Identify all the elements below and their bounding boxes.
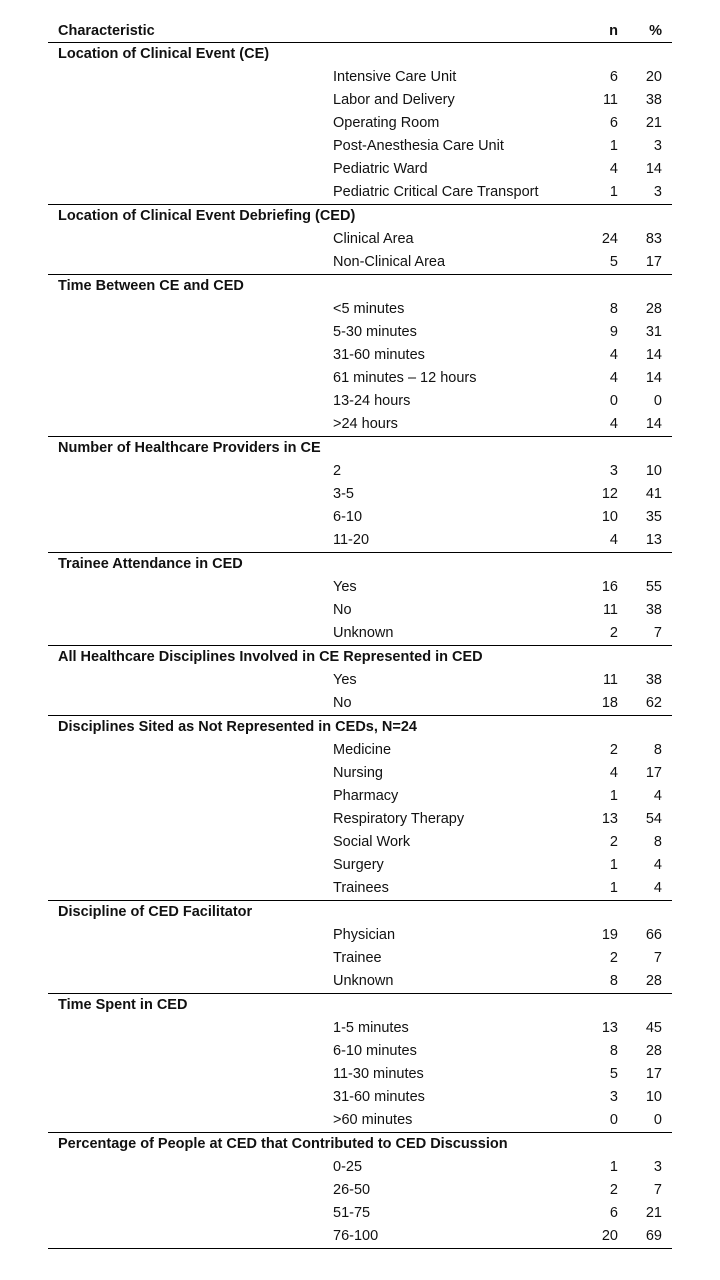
row-count: 8 — [609, 973, 618, 989]
row-label: 76-100 — [333, 1228, 379, 1244]
row-count: 10 — [601, 509, 618, 525]
row-count: 3 — [609, 1089, 618, 1105]
row-count: 0 — [609, 1112, 618, 1128]
row-count: 4 — [609, 765, 618, 781]
row-count: 11 — [602, 602, 618, 618]
row-label: 1-5 minutes — [333, 1020, 409, 1036]
row-label: Trainee — [333, 950, 382, 966]
row-percent: 41 — [645, 486, 662, 502]
row-count: 4 — [609, 416, 618, 432]
row-percent: 7 — [653, 1182, 662, 1198]
table-row — [48, 251, 672, 274]
row-count: 5 — [609, 1066, 618, 1082]
row-count: 2 — [609, 1182, 618, 1198]
section-title: Disciplines Sited as Not Represented in CEDs, N=24 — [58, 719, 417, 735]
row-percent: 10 — [645, 1089, 662, 1105]
row-percent: 3 — [653, 184, 662, 200]
section-title: Time Spent in CED — [58, 997, 188, 1013]
table-row — [48, 1063, 672, 1086]
table-row — [48, 66, 672, 89]
row-count: 13 — [601, 1020, 618, 1036]
table-row — [48, 785, 672, 808]
table-row — [48, 970, 672, 993]
table-row — [48, 924, 672, 947]
row-percent: 20 — [645, 69, 662, 85]
row-label: No — [333, 695, 352, 711]
row-label: Yes — [333, 672, 357, 688]
row-label: Nursing — [333, 765, 383, 781]
row-count: 18 — [601, 695, 618, 711]
row-label: 31-60 minutes — [333, 1089, 425, 1105]
table-row — [48, 1225, 672, 1248]
row-label: 0-25 — [333, 1159, 363, 1175]
table-row — [48, 762, 672, 785]
table-row — [48, 739, 672, 762]
row-count: 1 — [609, 1159, 618, 1175]
section-title-row — [48, 437, 672, 460]
row-percent: 38 — [645, 92, 662, 108]
row-label: 61 minutes – 12 hours — [333, 370, 477, 386]
row-count: 2 — [609, 834, 618, 850]
table-row — [48, 390, 672, 413]
row-count: 4 — [609, 347, 618, 363]
row-count: 2 — [609, 742, 618, 758]
table-row — [48, 483, 672, 506]
table-row — [48, 1017, 672, 1040]
row-label: >24 hours — [333, 416, 398, 432]
table-row — [48, 1086, 672, 1109]
row-count: 8 — [609, 1043, 618, 1059]
section-title: Trainee Attendance in CED — [58, 556, 243, 572]
row-percent: 83 — [645, 231, 662, 247]
table-section — [48, 205, 672, 275]
row-label: >60 minutes — [333, 1112, 413, 1128]
table-row — [48, 877, 672, 900]
row-count: 6 — [609, 1205, 618, 1221]
row-label: 11-20 — [333, 532, 370, 548]
row-label: Yes — [333, 579, 357, 595]
table-row — [48, 135, 672, 158]
row-label: Trainees — [333, 880, 389, 896]
row-label: Clinical Area — [333, 231, 414, 247]
table-row — [48, 831, 672, 854]
table-row — [48, 89, 672, 112]
header-percent: % — [649, 23, 662, 39]
table-row — [48, 158, 672, 181]
row-percent: 38 — [645, 672, 662, 688]
row-percent: 17 — [645, 765, 662, 781]
table-row — [48, 321, 672, 344]
row-percent: 3 — [653, 138, 662, 154]
table-row — [48, 228, 672, 251]
row-count: 1 — [609, 788, 618, 804]
row-count: 1 — [609, 184, 618, 200]
section-title: Location of Clinical Event Debriefing (CED) — [58, 208, 356, 224]
section-title-row — [48, 43, 672, 66]
row-percent: 7 — [653, 950, 662, 966]
section-title-row — [48, 553, 672, 576]
table-row — [48, 669, 672, 692]
row-percent: 55 — [645, 579, 662, 595]
row-percent: 14 — [645, 161, 662, 177]
table-section — [48, 716, 672, 901]
row-count: 16 — [601, 579, 618, 595]
row-percent: 17 — [645, 254, 662, 270]
row-label: Post-Anesthesia Care Unit — [333, 138, 504, 154]
section-title-row — [48, 901, 672, 924]
section-title-row — [48, 994, 672, 1017]
section-title-row — [48, 205, 672, 228]
table-row — [48, 1202, 672, 1225]
row-label: 3-5 — [333, 486, 354, 502]
row-label: Non-Clinical Area — [333, 254, 446, 270]
row-label: <5 minutes — [333, 301, 405, 317]
table-row — [48, 1179, 672, 1202]
table-row — [48, 506, 672, 529]
row-label: Respiratory Therapy — [333, 811, 465, 827]
section-title-row — [48, 646, 672, 669]
row-count: 11 — [602, 92, 618, 108]
table-section — [48, 646, 672, 716]
row-count: 4 — [609, 532, 618, 548]
section-title: Location of Clinical Event (CE) — [58, 46, 270, 62]
section-title-row — [48, 1133, 672, 1156]
table-row — [48, 576, 672, 599]
table-row — [48, 599, 672, 622]
row-label: Pediatric Ward — [333, 161, 428, 177]
table-row — [48, 1040, 672, 1063]
row-percent: 17 — [645, 1066, 662, 1082]
row-percent: 14 — [645, 347, 662, 363]
row-label: 31-60 minutes — [333, 347, 425, 363]
row-percent: 0 — [653, 1112, 662, 1128]
row-count: 1 — [609, 880, 618, 896]
row-count: 4 — [609, 161, 618, 177]
header-n: n — [609, 23, 618, 39]
section-title: Number of Healthcare Providers in CE — [58, 440, 321, 456]
row-count: 9 — [609, 324, 618, 340]
row-count: 8 — [609, 301, 618, 317]
row-percent: 38 — [645, 602, 662, 618]
row-percent: 4 — [653, 857, 662, 873]
row-count: 2 — [609, 950, 618, 966]
row-label: Surgery — [333, 857, 384, 873]
section-title: Time Between CE and CED — [58, 278, 244, 294]
row-percent: 21 — [645, 115, 662, 131]
row-percent: 69 — [645, 1228, 662, 1244]
row-percent: 13 — [645, 532, 662, 548]
table-body — [48, 43, 672, 1249]
row-label: Operating Room — [333, 115, 440, 131]
table-row — [48, 808, 672, 831]
row-percent: 66 — [645, 927, 662, 943]
row-count: 2 — [609, 625, 618, 641]
row-percent: 21 — [645, 1205, 662, 1221]
row-label: Physician — [333, 927, 396, 943]
table-row — [48, 1156, 672, 1179]
row-label: 6-10 — [333, 509, 363, 525]
row-label: Unknown — [333, 625, 394, 641]
table-row — [48, 181, 672, 204]
table-row — [48, 344, 672, 367]
table-section — [48, 901, 672, 994]
section-title: Discipline of CED Facilitator — [58, 904, 253, 920]
table-row — [48, 529, 672, 552]
table-row — [48, 622, 672, 645]
row-label: Intensive Care Unit — [333, 69, 457, 85]
table-section — [48, 1133, 672, 1249]
row-label: Social Work — [333, 834, 411, 850]
table-section — [48, 994, 672, 1133]
characteristics-table — [48, 20, 672, 1249]
row-label: 6-10 minutes — [333, 1043, 417, 1059]
table-row — [48, 460, 672, 483]
row-percent: 45 — [645, 1020, 662, 1036]
row-percent: 54 — [645, 811, 662, 827]
row-count: 4 — [609, 370, 618, 386]
table-section — [48, 43, 672, 205]
table-row — [48, 1109, 672, 1132]
row-percent: 62 — [645, 695, 662, 711]
row-label: Labor and Delivery — [333, 92, 455, 108]
section-title-row — [48, 275, 672, 298]
row-count: 20 — [601, 1228, 618, 1244]
row-percent: 8 — [653, 742, 662, 758]
section-title-row — [48, 716, 672, 739]
row-percent: 14 — [645, 370, 662, 386]
row-label: 5-30 minutes — [333, 324, 417, 340]
row-count: 0 — [609, 393, 618, 409]
table-row — [48, 298, 672, 321]
row-percent: 0 — [653, 393, 662, 409]
section-title: Percentage of People at CED that Contributed to CED Discussion — [58, 1136, 508, 1152]
row-percent: 4 — [653, 880, 662, 896]
row-label: 51-75 — [333, 1205, 371, 1221]
row-percent: 35 — [645, 509, 662, 525]
row-count: 19 — [601, 927, 618, 943]
row-label: 11-30 minutes — [333, 1066, 424, 1082]
row-label: 26-50 — [333, 1182, 371, 1198]
row-count: 1 — [609, 138, 618, 154]
row-percent: 4 — [653, 788, 662, 804]
row-count: 6 — [609, 115, 618, 131]
row-label: Unknown — [333, 973, 394, 989]
row-count: 13 — [601, 811, 618, 827]
row-count: 12 — [601, 486, 618, 502]
row-count: 11 — [602, 672, 618, 688]
row-count: 3 — [609, 463, 618, 479]
row-percent: 7 — [653, 625, 662, 641]
table-section — [48, 553, 672, 646]
table-row — [48, 692, 672, 715]
row-count: 6 — [609, 69, 618, 85]
table-row — [48, 947, 672, 970]
row-label: 13-24 hours — [333, 393, 411, 409]
row-percent: 28 — [645, 973, 662, 989]
table-row — [48, 413, 672, 436]
table-section — [48, 437, 672, 553]
table-section — [48, 275, 672, 437]
row-percent: 28 — [645, 301, 662, 317]
table-header — [48, 20, 672, 43]
row-percent: 31 — [645, 324, 662, 340]
row-count: 1 — [609, 857, 618, 873]
table-row — [48, 367, 672, 390]
row-percent: 3 — [653, 1159, 662, 1175]
row-label: Pediatric Critical Care Transport — [333, 184, 539, 200]
row-label: 2 — [333, 463, 342, 479]
row-percent: 8 — [653, 834, 662, 850]
table-row — [48, 112, 672, 135]
row-percent: 10 — [645, 463, 662, 479]
row-label: No — [333, 602, 352, 618]
row-count: 5 — [609, 254, 618, 270]
row-percent: 14 — [645, 416, 662, 432]
table-row — [48, 854, 672, 877]
row-percent: 28 — [645, 1043, 662, 1059]
header-characteristic: Characteristic — [58, 23, 155, 39]
section-title: All Healthcare Disciplines Involved in CE Represented in CED — [58, 649, 483, 665]
row-count: 24 — [601, 231, 618, 247]
row-label: Medicine — [333, 742, 392, 758]
row-label: Pharmacy — [333, 788, 399, 804]
